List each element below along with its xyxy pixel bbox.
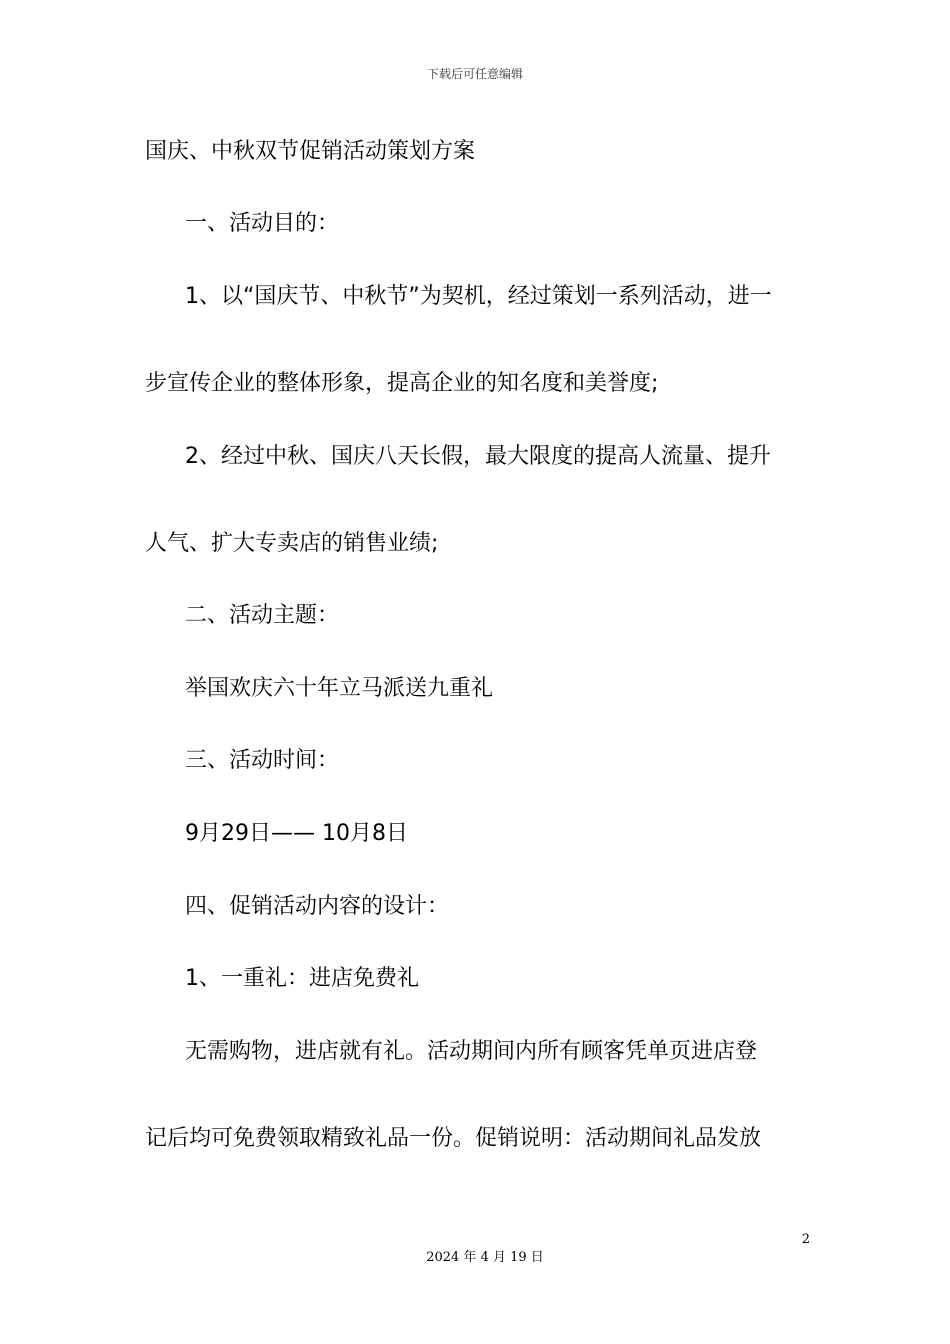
paragraph-line: 步宣传企业的整体形象，提高企业的知名度和美誉度; xyxy=(145,371,659,396)
section-heading-content: 四、促销活动内容的设计： xyxy=(185,894,450,919)
section-heading-time: 三、活动时间： xyxy=(185,748,340,773)
paragraph-line: 记后均可免费领取精致礼品一份。促销说明：活动期间礼品发放 xyxy=(145,1126,762,1151)
paragraph-line: 1、以“国庆节、中秋节”为契机，经过策划一系列活动，进一 xyxy=(185,284,772,309)
section-heading-theme: 二、活动主题： xyxy=(185,603,340,628)
page-number: 2 xyxy=(801,1232,810,1247)
paragraph-line: 2、经过中秋、国庆八天长假，最大限度的提高人流量、提升 xyxy=(185,444,771,469)
paragraph-line: 1、一重礼：进店免费礼 xyxy=(185,966,419,991)
paragraph-line: 9月29日—— 10月8日 xyxy=(185,821,408,846)
section-heading-purpose: 一、活动目的： xyxy=(185,211,340,236)
document-title: 国庆、中秋双节促销活动策划方案 xyxy=(145,139,476,164)
paragraph-line: 人气、扩大专卖店的销售业绩; xyxy=(145,531,439,556)
paragraph-line: 举国欢庆六十年立马派送九重礼 xyxy=(185,676,494,701)
footer-date: 2024 年 4 月 19 日 xyxy=(426,1250,544,1265)
paragraph-line: 无需购物，进店就有礼。活动期间内所有顾客凭单页进店登 xyxy=(185,1039,758,1064)
page-header: 下载后可任意编辑 xyxy=(426,67,523,81)
